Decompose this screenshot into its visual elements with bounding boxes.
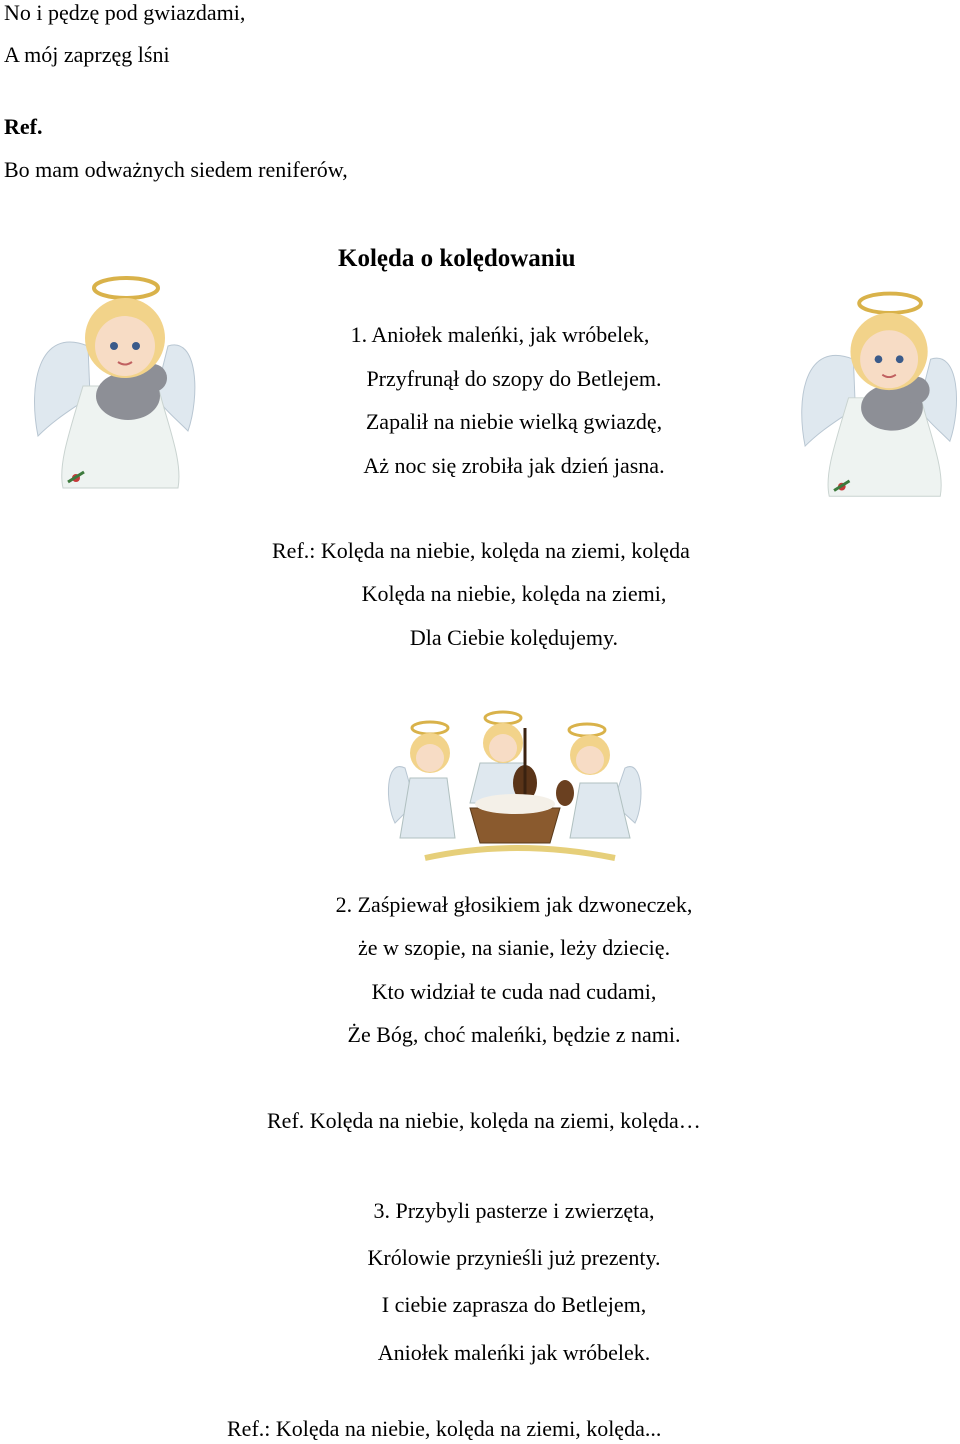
refrain1-line-2: Kolęda na niebie, kolęda na ziemi, (361, 581, 667, 606)
verse1-line-2: Przyfrunął do szopy do Betlejem. (366, 366, 662, 391)
verse1-line-1: 1. Aniołek maleńki, jak wróbelek, (350, 322, 650, 347)
refrain1-line-1: Ref.: Kolęda na niebie, kolęda na ziemi, kolęda (272, 538, 690, 563)
refrain1-line-3: Dla Ciebie kolędujemy. (409, 625, 619, 650)
verse2-line-3: Kto widział te cuda nad cudami, (371, 979, 657, 1004)
verse3-line-3: I ciebie zaprasza do Betlejem, (381, 1292, 647, 1317)
refrain3-line: Ref.: Kolęda na niebie, kolęda na ziemi, kolęda... (227, 1416, 662, 1441)
angel-with-lamb-right-icon (795, 282, 960, 504)
verse1-line-3: Zapalił na niebie wielką gwiazdę, (365, 409, 663, 434)
verse3-line-2: Królowie przynieśli już prezenty. (367, 1245, 661, 1270)
intro-ref-label: Ref. (4, 114, 43, 139)
angel-with-lamb-left-icon (28, 266, 198, 496)
intro-line-3: Bo mam odważnych siedem reniferów, (4, 157, 348, 182)
verse2-line-2: że w szopie, na sianie, leży dziecię. (357, 935, 671, 960)
verse2-line-1: 2. Zaśpiewał głosikiem jak dzwoneczek, (335, 892, 693, 917)
verse2-line-4: Że Bóg, choć maleńki, będzie z nami. (347, 1022, 681, 1047)
refrain2-line: Ref. Kolęda na niebie, kolęda na ziemi, kolęda… (267, 1108, 701, 1133)
intro-line-2: A mój zaprzęg lśni (4, 42, 170, 67)
angels-at-manger-icon (385, 708, 645, 868)
intro-line-1: No i pędzę pod gwiazdami, (4, 0, 246, 25)
verse3-line-1: 3. Przybyli pasterze i zwierzęta, (373, 1198, 655, 1223)
page-title: Kolęda o kolędowaniu (338, 245, 576, 272)
verse1-line-4: Aż noc się zrobiła jak dzień jasna. (363, 453, 665, 478)
verse3-line-4: Aniołek maleńki jak wróbelek. (377, 1340, 651, 1365)
